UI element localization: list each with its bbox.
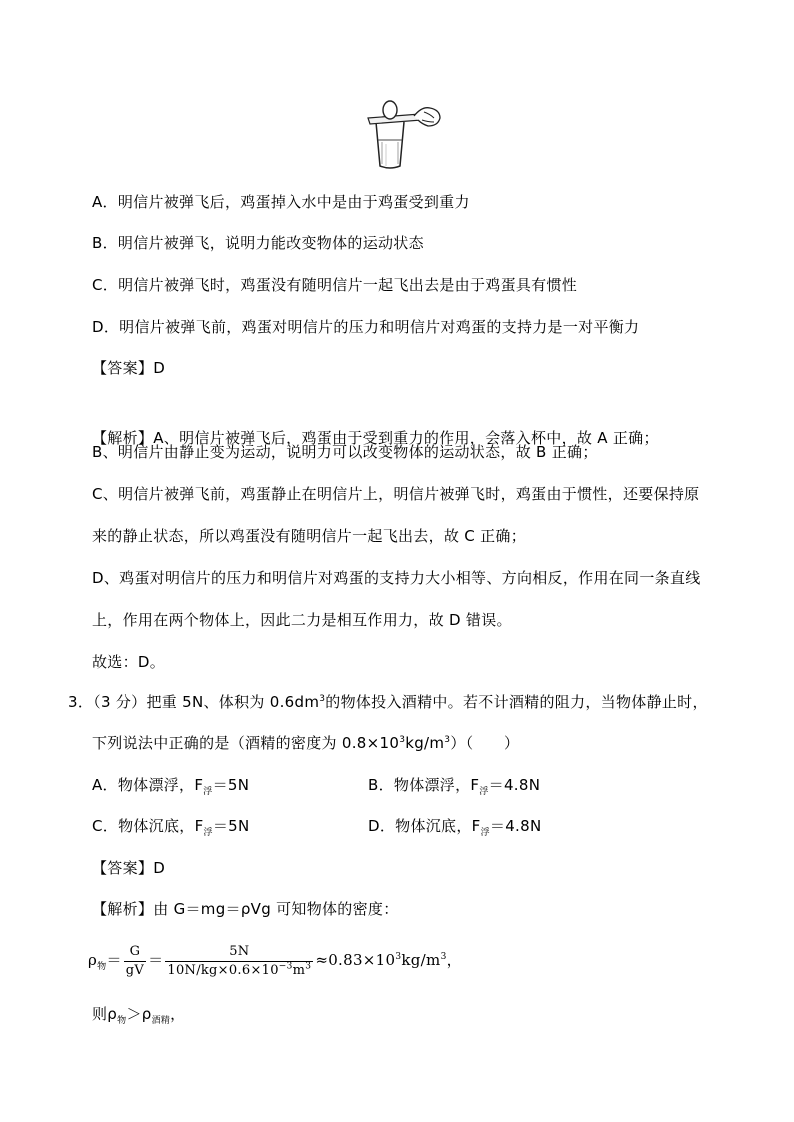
q3-option-b-sub: 浮 [479,787,489,797]
q3-option-c-sub: 浮 [203,828,213,838]
q3-stem-text-1b: 的物体投入酒精中。若不计酒精的阻力，当物体静止时， [325,693,708,711]
denominator-unit: m [292,962,306,978]
rho-sub: 物 [97,962,107,972]
result-unit: kg/m [401,951,441,969]
denominator-exp: −3 [278,961,293,972]
answer-value: D [153,359,166,377]
density-formula [88,940,462,980]
result-exp: 3 [395,952,402,962]
q3-option-a [92,775,249,795]
answer-value: D [153,859,166,877]
q3-option-b [368,775,540,795]
q2-conclusion: 故选：D。 [92,653,166,671]
comparison-sub-2: 酒精 [151,1016,171,1026]
analysis-text: 由 G＝mg＝ρVg 可知物体的密度： [153,900,399,918]
q3-option-a-text: A．物体漂浮，F [92,776,204,794]
q3-analysis-line-1 [92,899,399,919]
q2-option-c: C．明信片被弹飞时，鸡蛋没有随明信片一起飞出去是由于鸡蛋具有惯性 [92,276,578,294]
q3-option-d-sub: 浮 [480,828,490,838]
comparison-text: 则ρ [92,1005,118,1023]
analysis-text: A、明信片被弹飞后，鸡蛋由于受到重力的作用，会落入杯中，故 A 正确； [153,429,659,447]
q3-option-c-value: ＝5N [212,817,250,835]
fraction-numeric [165,943,313,980]
fraction-numerator: G [124,943,146,962]
q3-answer [92,858,165,878]
fraction-denominator: gV [125,962,145,978]
q3-option-b-value: ＝4.8N [488,776,541,794]
analysis-label: 【解析】 [92,900,154,918]
q2-option-b: B．明信片被弹飞，说明力能改变物体的运动状态 [92,234,424,252]
q2-analysis-line-2: B、明信片由静止变为运动，说明力可以改变物体的运动状态，故 B 正确； [92,443,598,461]
result-value: ≈0.83×10 [315,951,396,969]
answer-label: 【答案】 [92,359,154,377]
q2-analysis-line-6: 上，作用在两个物体上，因此二力是相互作用力，故 D 错误。 [92,611,512,629]
q3-option-a-value: ＝5N [212,776,250,794]
q2-analysis-line-4: 来的静止状态，所以鸡蛋没有随明信片一起飞出去，故 C 正确； [92,527,527,545]
equals-sign: ＝ [148,951,164,969]
q3-option-a-sub: 浮 [203,787,213,797]
q3-stem-text-1a: 3．（3 分）把重 5N、体积为 0.6dm [68,693,320,711]
rho-symbol: ρ [88,951,98,969]
denominator-unit-exp: 3 [305,961,312,972]
q3-option-d-value: ＝4.8N [489,817,542,835]
denominator-text: 10N/kg×0.6×10 [167,962,279,978]
q3-stem-sup-2b: 3 [444,735,451,745]
egg-postcard-cup-illustration [364,100,444,172]
q3-comparison [92,1004,185,1024]
egg-postcard-cup-icon [364,100,444,172]
q3-stem-text-2c: ）（ ） [450,734,520,752]
q3-option-b-text: B．物体漂浮，F [368,776,480,794]
q3-option-c-text: C．物体沉底，F [92,817,204,835]
fraction-g-over-gv [124,943,146,980]
q2-analysis-line-5: D、鸡蛋对明信片的压力和明信片对鸡蛋的支持力大小相等、方向相反，作用在同一条直线 [92,569,701,587]
q3-stem-line-2 [92,733,519,753]
q3-stem-line-1 [68,692,708,712]
q2-analysis-line-3: C、明信片被弹飞前，鸡蛋静止在明信片上，明信片被弹飞时，鸡蛋由于惯性，还要保持原 [92,485,700,503]
analysis-label: 【解析】 [92,429,154,447]
answer-label: 【答案】 [92,859,154,877]
result-comma: ， [446,951,462,969]
q2-answer [92,358,165,378]
fraction-numerator: 5N [165,943,313,962]
q3-stem-sup-2a: 3 [399,735,406,745]
comparison-end: ， [170,1005,186,1023]
comparison-sub-1: 物 [117,1016,127,1026]
result-unit-exp: 3 [440,952,447,962]
q3-stem-text-2b: kg/m [405,734,445,752]
fraction-denominator [165,962,313,980]
comparison-gt: ＞ρ [126,1005,152,1023]
q3-stem-sup-1: 3 [319,694,326,704]
q3-option-d-text: D．物体沉底，F [368,817,481,835]
q3-stem-text-2a: 下列说法中正确的是（酒精的密度为 0.8×10 [92,734,400,752]
q2-option-d: D．明信片被弹飞前，鸡蛋对明信片的压力和明信片对鸡蛋的支持力是一对平衡力 [92,318,640,336]
q3-option-d [368,816,541,836]
q3-option-c [92,816,250,836]
equals-sign: ＝ [106,951,122,969]
q2-option-a: A．明信片被弹飞后，鸡蛋掉入水中是由于鸡蛋受到重力 [92,193,470,211]
